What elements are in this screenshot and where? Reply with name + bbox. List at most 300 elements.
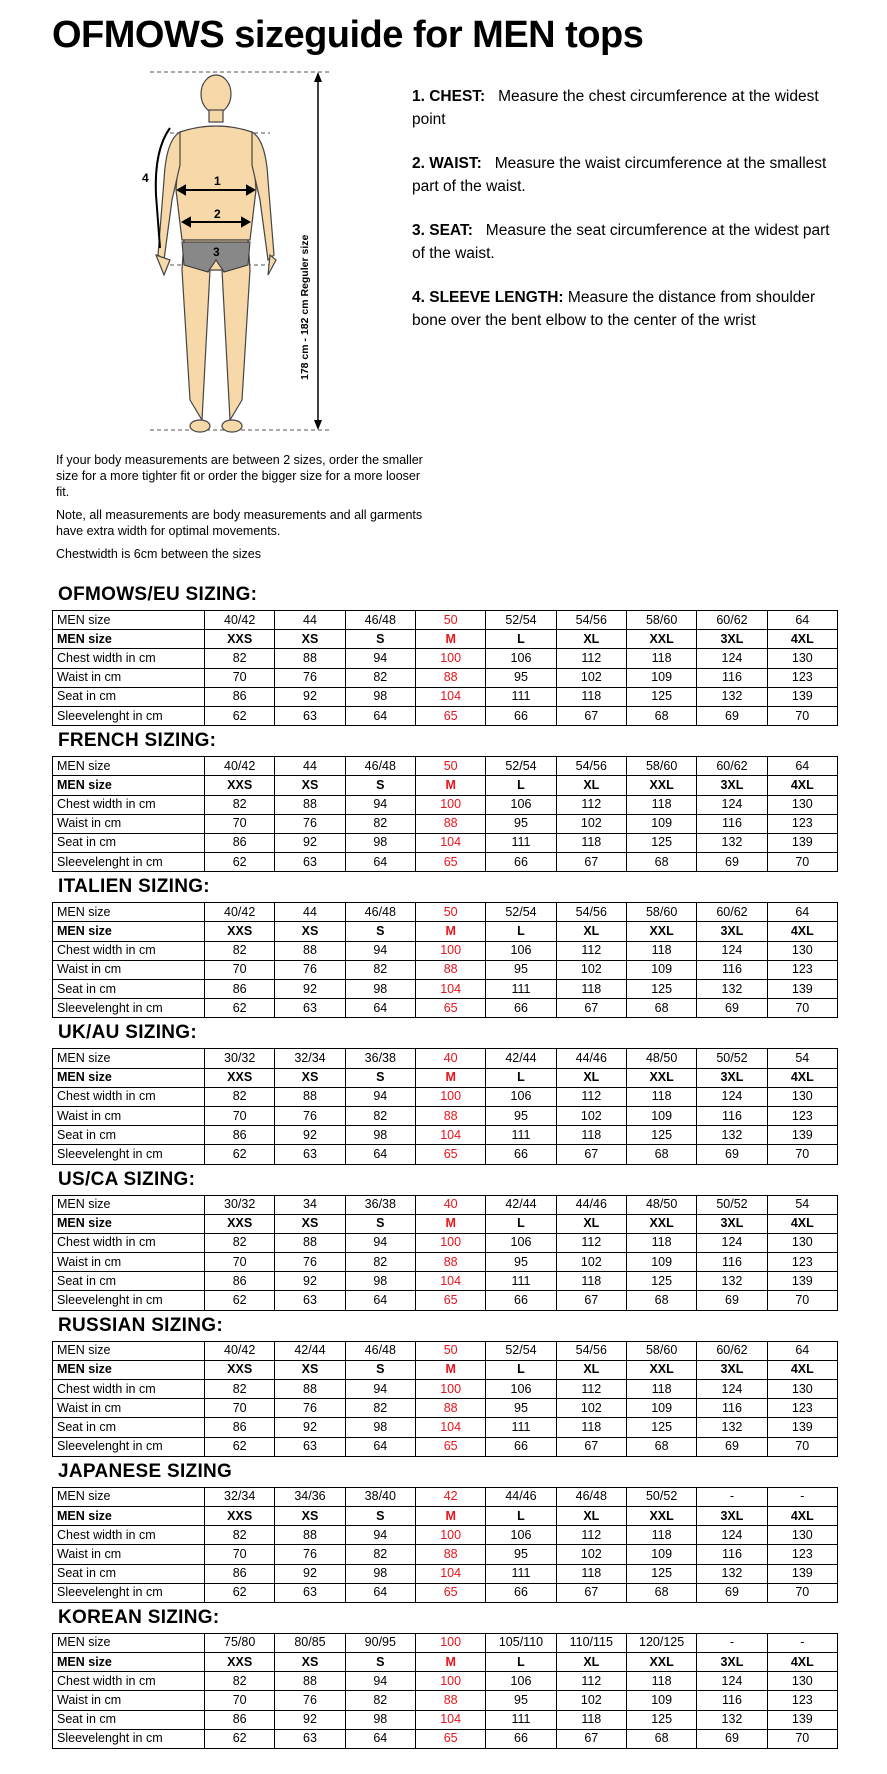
table-row (53, 1068, 838, 1087)
table-cell: 82 (345, 1545, 415, 1564)
table-cell: 111 (486, 833, 556, 852)
table-cell: 82 (205, 795, 275, 814)
section-title: KOREAN SIZING: (58, 1606, 220, 1628)
table-cell: 68 (626, 1145, 696, 1164)
table-cell: 130 (767, 1087, 837, 1106)
table-cell: 63 (275, 706, 345, 725)
table-cell: 86 (205, 1418, 275, 1437)
table-cell: 4XL (767, 1506, 837, 1525)
table-cell: M (415, 1506, 485, 1525)
table-cell: 118 (556, 1710, 626, 1729)
table-row (53, 1272, 838, 1291)
table-cell: 63 (275, 999, 345, 1018)
table-cell: XS (275, 1653, 345, 1672)
table-cell: 32/34 (275, 1049, 345, 1068)
table-cell: XXS (205, 1506, 275, 1525)
table-cell: 64 (345, 1145, 415, 1164)
table-cell: 70 (205, 1691, 275, 1710)
row-label: Sleevelenght in cm (53, 1291, 205, 1310)
table-cell: 118 (556, 1272, 626, 1291)
row-label: Sleevelenght in cm (53, 999, 205, 1018)
table-cell: 82 (345, 960, 415, 979)
table-row (53, 1399, 838, 1418)
table-cell: 118 (556, 1418, 626, 1437)
table-cell: 139 (767, 1710, 837, 1729)
table-cell: 48/50 (626, 1195, 696, 1214)
table-row (53, 1341, 838, 1360)
table-cell: 124 (697, 1380, 767, 1399)
table-cell: 66 (486, 999, 556, 1018)
row-label: Sleevelenght in cm (53, 1583, 205, 1602)
table-cell: 124 (697, 795, 767, 814)
table-row (53, 1360, 838, 1379)
table-cell: 104 (415, 1272, 485, 1291)
table-cell: 82 (205, 1233, 275, 1252)
table-cell: XXL (626, 1653, 696, 1672)
table-cell: 64 (345, 1583, 415, 1602)
table-row (53, 1145, 838, 1164)
table-cell: 132 (697, 1418, 767, 1437)
table-cell: 88 (275, 1380, 345, 1399)
table-cell: XS (275, 1214, 345, 1233)
instruction-sleeve: 4. SLEEVE LENGTH: Measure the distance from shoulder bone over the bent elbow to the center of the wrist (412, 289, 816, 329)
row-label: Sleevelenght in cm (53, 1145, 205, 1164)
row-label: Waist in cm (53, 1399, 205, 1418)
table-cell: 94 (345, 1087, 415, 1106)
table-cell: 88 (275, 1526, 345, 1545)
table-cell: 3XL (697, 1653, 767, 1672)
size-table (52, 1341, 838, 1457)
table-cell: - (697, 1633, 767, 1652)
table-cell: 63 (275, 1437, 345, 1456)
table-cell: 86 (205, 833, 275, 852)
table-cell: M (415, 776, 485, 795)
table-cell: 104 (415, 1710, 485, 1729)
table-cell: 82 (345, 1691, 415, 1710)
row-label: Chest width in cm (53, 795, 205, 814)
row-label: Sleevelenght in cm (53, 706, 205, 725)
table-cell: L (486, 1506, 556, 1525)
table-cell: 125 (626, 1710, 696, 1729)
table-cell: XXS (205, 1214, 275, 1233)
table-cell: XL (556, 630, 626, 649)
table-cell: 125 (626, 1272, 696, 1291)
table-cell: 42/44 (275, 1341, 345, 1360)
table-cell: 111 (486, 1710, 556, 1729)
table-cell: 66 (486, 1437, 556, 1456)
table-cell: 66 (486, 853, 556, 872)
table-cell: 88 (415, 1691, 485, 1710)
table-cell: 3XL (697, 922, 767, 941)
table-cell: 106 (486, 1233, 556, 1252)
row-label: MEN size (53, 922, 205, 941)
table-cell: 46/48 (345, 611, 415, 630)
table-cell: 66 (486, 1583, 556, 1602)
table-cell: 63 (275, 1145, 345, 1164)
table-cell: XL (556, 1360, 626, 1379)
table-cell: 70 (767, 853, 837, 872)
table-cell: XXS (205, 776, 275, 795)
table-cell: 139 (767, 980, 837, 999)
table-cell: 44 (275, 903, 345, 922)
table-row (53, 814, 838, 833)
table-cell: 64 (767, 1341, 837, 1360)
table-cell: 40 (415, 1049, 485, 1068)
table-cell: 118 (556, 1126, 626, 1145)
table-row (53, 1506, 838, 1525)
table-cell: 118 (556, 1564, 626, 1583)
table-cell: 68 (626, 1291, 696, 1310)
table-cell: 68 (626, 1729, 696, 1748)
table-row (53, 611, 838, 630)
table-cell: 92 (275, 1418, 345, 1437)
table-cell: 125 (626, 687, 696, 706)
table-cell: 30/32 (205, 1049, 275, 1068)
table-cell: 40/42 (205, 903, 275, 922)
table-cell: 4XL (767, 922, 837, 941)
table-cell: 54/56 (556, 611, 626, 630)
table-cell: 54 (767, 1195, 837, 1214)
size-table (52, 1633, 838, 1749)
table-cell: XL (556, 922, 626, 941)
table-cell: 124 (697, 649, 767, 668)
table-cell: 63 (275, 1729, 345, 1748)
sizing-section (52, 1457, 838, 1603)
table-cell: 86 (205, 1126, 275, 1145)
table-row (53, 1214, 838, 1233)
table-cell: 95 (486, 1253, 556, 1272)
table-cell: 64 (345, 999, 415, 1018)
row-label: Chest width in cm (53, 1672, 205, 1691)
table-cell: 82 (345, 1106, 415, 1125)
table-cell: 70 (205, 814, 275, 833)
table-cell: 65 (415, 1145, 485, 1164)
row-label: Seat in cm (53, 1710, 205, 1729)
table-cell: 130 (767, 795, 837, 814)
table-cell: XS (275, 776, 345, 795)
table-cell: 65 (415, 1291, 485, 1310)
row-label: Seat in cm (53, 1272, 205, 1291)
table-cell: 48/50 (626, 1049, 696, 1068)
table-row (53, 1526, 838, 1545)
table-cell: 130 (767, 1526, 837, 1545)
table-cell: 54 (767, 1049, 837, 1068)
table-cell: S (345, 1068, 415, 1087)
table-cell: L (486, 1653, 556, 1672)
table-cell: 62 (205, 853, 275, 872)
table-cell: 86 (205, 1272, 275, 1291)
table-cell: 118 (626, 1672, 696, 1691)
row-label: Waist in cm (53, 1106, 205, 1125)
table-cell: 98 (345, 833, 415, 852)
table-row (53, 668, 838, 687)
table-cell: 70 (205, 1399, 275, 1418)
table-cell: 95 (486, 1399, 556, 1418)
table-cell: 4XL (767, 776, 837, 795)
table-cell: XL (556, 1068, 626, 1087)
table-cell: 118 (556, 980, 626, 999)
table-cell: 139 (767, 833, 837, 852)
table-cell: 132 (697, 687, 767, 706)
table-cell: 3XL (697, 776, 767, 795)
table-cell: 112 (556, 1380, 626, 1399)
table-cell: 76 (275, 1399, 345, 1418)
note-between-sizes: If your body measurements are between 2 sizes, order the smaller size for a more tighter fit or order the bigger size for a more looser fit. (56, 453, 423, 499)
table-cell: 92 (275, 1272, 345, 1291)
row-label: Seat in cm (53, 1126, 205, 1145)
table-row (53, 757, 838, 776)
table-cell: 82 (205, 1380, 275, 1399)
table-cell: 100 (415, 1526, 485, 1545)
row-label: MEN size (53, 1341, 205, 1360)
table-cell: 109 (626, 1253, 696, 1272)
table-cell: 111 (486, 1564, 556, 1583)
table-cell: 92 (275, 1710, 345, 1729)
table-cell: 104 (415, 1564, 485, 1583)
table-cell: 67 (556, 1291, 626, 1310)
table-cell: 82 (205, 941, 275, 960)
table-cell: 4XL (767, 1360, 837, 1379)
table-cell: 76 (275, 1253, 345, 1272)
table-cell: 109 (626, 1691, 696, 1710)
table-cell: 106 (486, 649, 556, 668)
table-cell: 132 (697, 980, 767, 999)
table-cell: XS (275, 1506, 345, 1525)
table-cell: 102 (556, 960, 626, 979)
row-label: MEN size (53, 1049, 205, 1068)
table-cell: 95 (486, 814, 556, 833)
table-cell: M (415, 1360, 485, 1379)
table-cell: 82 (205, 649, 275, 668)
table-cell: 62 (205, 1729, 275, 1748)
table-cell: 98 (345, 1418, 415, 1437)
table-cell: 70 (205, 668, 275, 687)
table-cell: 62 (205, 706, 275, 725)
table-cell: 32/34 (205, 1487, 275, 1506)
table-cell: 94 (345, 1672, 415, 1691)
sizing-sections (52, 580, 838, 1749)
table-cell: 112 (556, 1087, 626, 1106)
table-cell: 102 (556, 1545, 626, 1564)
table-cell: 116 (697, 1106, 767, 1125)
table-cell: M (415, 630, 485, 649)
row-label: Chest width in cm (53, 1087, 205, 1106)
table-cell: 111 (486, 1418, 556, 1437)
table-cell: 52/54 (486, 1341, 556, 1360)
table-cell: 60/62 (697, 611, 767, 630)
table-cell: 80/85 (275, 1633, 345, 1652)
table-cell: 118 (626, 1526, 696, 1545)
table-cell: XL (556, 1214, 626, 1233)
table-cell: 44 (275, 611, 345, 630)
row-label: Chest width in cm (53, 1380, 205, 1399)
table-cell: 69 (697, 999, 767, 1018)
table-cell: 118 (626, 1380, 696, 1399)
table-row (53, 1672, 838, 1691)
table-cell: 34 (275, 1195, 345, 1214)
sizing-section (52, 1603, 838, 1749)
table-cell: 82 (345, 1399, 415, 1418)
table-cell: 100 (415, 1233, 485, 1252)
table-row (53, 630, 838, 649)
sizing-section (52, 1018, 838, 1164)
table-cell: 63 (275, 1583, 345, 1602)
table-cell: 66 (486, 1729, 556, 1748)
table-cell: XXL (626, 1360, 696, 1379)
body-figure-illustration (140, 70, 340, 440)
instruction-chest: 1. CHEST: Measure the chest circumference at the widest point (412, 88, 819, 128)
table-cell: 88 (275, 1233, 345, 1252)
table-cell: 75/80 (205, 1633, 275, 1652)
size-table (52, 902, 838, 1018)
table-cell: 125 (626, 1418, 696, 1437)
table-cell: 130 (767, 649, 837, 668)
table-cell: 132 (697, 1564, 767, 1583)
table-cell: 67 (556, 1729, 626, 1748)
table-row (53, 1126, 838, 1145)
table-cell: 92 (275, 833, 345, 852)
table-cell: 70 (205, 960, 275, 979)
table-cell: 92 (275, 1564, 345, 1583)
row-label: MEN size (53, 757, 205, 776)
row-label: Seat in cm (53, 1418, 205, 1437)
row-label: Waist in cm (53, 1691, 205, 1710)
table-cell: 100 (415, 1087, 485, 1106)
section-title: ITALIEN SIZING: (58, 876, 210, 898)
sizing-section (52, 726, 838, 872)
table-cell: 130 (767, 1672, 837, 1691)
table-cell: 123 (767, 814, 837, 833)
table-cell: 104 (415, 1418, 485, 1437)
table-cell: 76 (275, 960, 345, 979)
table-cell: 120/125 (626, 1633, 696, 1652)
table-cell: 95 (486, 668, 556, 687)
table-row (53, 776, 838, 795)
table-cell: 88 (415, 1545, 485, 1564)
table-cell: 58/60 (626, 1341, 696, 1360)
table-cell: 86 (205, 1564, 275, 1583)
sizing-section (52, 580, 838, 726)
table-cell: 82 (345, 1253, 415, 1272)
table-cell: L (486, 1214, 556, 1233)
table-cell: 92 (275, 1126, 345, 1145)
table-cell: 65 (415, 706, 485, 725)
row-label: Seat in cm (53, 687, 205, 706)
table-cell: 112 (556, 795, 626, 814)
table-cell: 76 (275, 1106, 345, 1125)
table-cell: 44/46 (556, 1195, 626, 1214)
table-cell: 109 (626, 668, 696, 687)
table-cell: 64 (345, 1729, 415, 1748)
sizing-section (52, 872, 838, 1018)
table-cell: 98 (345, 1710, 415, 1729)
table-cell: 116 (697, 1253, 767, 1272)
table-cell: 104 (415, 1126, 485, 1145)
table-cell: 111 (486, 687, 556, 706)
table-cell: XXS (205, 1653, 275, 1672)
table-cell: 94 (345, 941, 415, 960)
table-row (53, 922, 838, 941)
table-cell: 76 (275, 814, 345, 833)
table-row (53, 960, 838, 979)
table-cell: 109 (626, 1106, 696, 1125)
table-cell: 50/52 (697, 1195, 767, 1214)
table-cell: - (767, 1633, 837, 1652)
table-cell: XXL (626, 776, 696, 795)
table-cell: 40/42 (205, 757, 275, 776)
table-cell: S (345, 1214, 415, 1233)
table-cell: 65 (415, 1729, 485, 1748)
table-row (53, 1380, 838, 1399)
table-cell: 124 (697, 1087, 767, 1106)
size-table (52, 1048, 838, 1164)
marker-sleeve: 4 (142, 171, 149, 185)
table-cell: 130 (767, 941, 837, 960)
table-cell: 100 (415, 1672, 485, 1691)
table-cell: 123 (767, 1106, 837, 1125)
table-cell: 44/46 (486, 1487, 556, 1506)
table-cell: 64 (345, 1291, 415, 1310)
marker-waist: 2 (214, 207, 221, 221)
table-cell: 64 (345, 853, 415, 872)
table-cell: 125 (626, 1126, 696, 1145)
table-cell: 54/56 (556, 1341, 626, 1360)
table-cell: 54/56 (556, 903, 626, 922)
table-cell: 68 (626, 1583, 696, 1602)
table-cell: XXL (626, 1214, 696, 1233)
table-cell: 42/44 (486, 1049, 556, 1068)
table-cell: 102 (556, 1691, 626, 1710)
table-cell: 46/48 (345, 757, 415, 776)
table-cell: XXS (205, 1360, 275, 1379)
table-cell: 100 (415, 1633, 485, 1652)
table-cell: 69 (697, 1583, 767, 1602)
table-cell: 40/42 (205, 1341, 275, 1360)
table-cell: 98 (345, 1126, 415, 1145)
row-label: Waist in cm (53, 1545, 205, 1564)
table-cell: 76 (275, 1691, 345, 1710)
table-cell: 139 (767, 1418, 837, 1437)
table-row (53, 903, 838, 922)
table-cell: 132 (697, 1710, 767, 1729)
table-cell: 106 (486, 941, 556, 960)
table-cell: 82 (345, 814, 415, 833)
table-cell: 46/48 (556, 1487, 626, 1506)
table-cell: 65 (415, 1437, 485, 1456)
table-cell: 70 (767, 1583, 837, 1602)
table-cell: XXS (205, 1068, 275, 1087)
height-label: 178 cm - 182 cm Reguler size (299, 234, 311, 380)
table-cell: 44/46 (556, 1049, 626, 1068)
table-cell: 132 (697, 1272, 767, 1291)
table-cell: 118 (556, 833, 626, 852)
row-label: MEN size (53, 903, 205, 922)
table-row (53, 706, 838, 725)
table-row (53, 1049, 838, 1068)
table-cell: 3XL (697, 1506, 767, 1525)
table-cell: 46/48 (345, 1341, 415, 1360)
table-cell: 70 (767, 999, 837, 1018)
table-cell: 65 (415, 853, 485, 872)
table-cell: 69 (697, 1437, 767, 1456)
table-cell: 66 (486, 1145, 556, 1164)
table-cell: 64 (767, 757, 837, 776)
row-label: Sleevelenght in cm (53, 1437, 205, 1456)
size-table (52, 756, 838, 872)
row-label: MEN size (53, 1506, 205, 1525)
table-cell: 118 (626, 649, 696, 668)
table-row (53, 1195, 838, 1214)
